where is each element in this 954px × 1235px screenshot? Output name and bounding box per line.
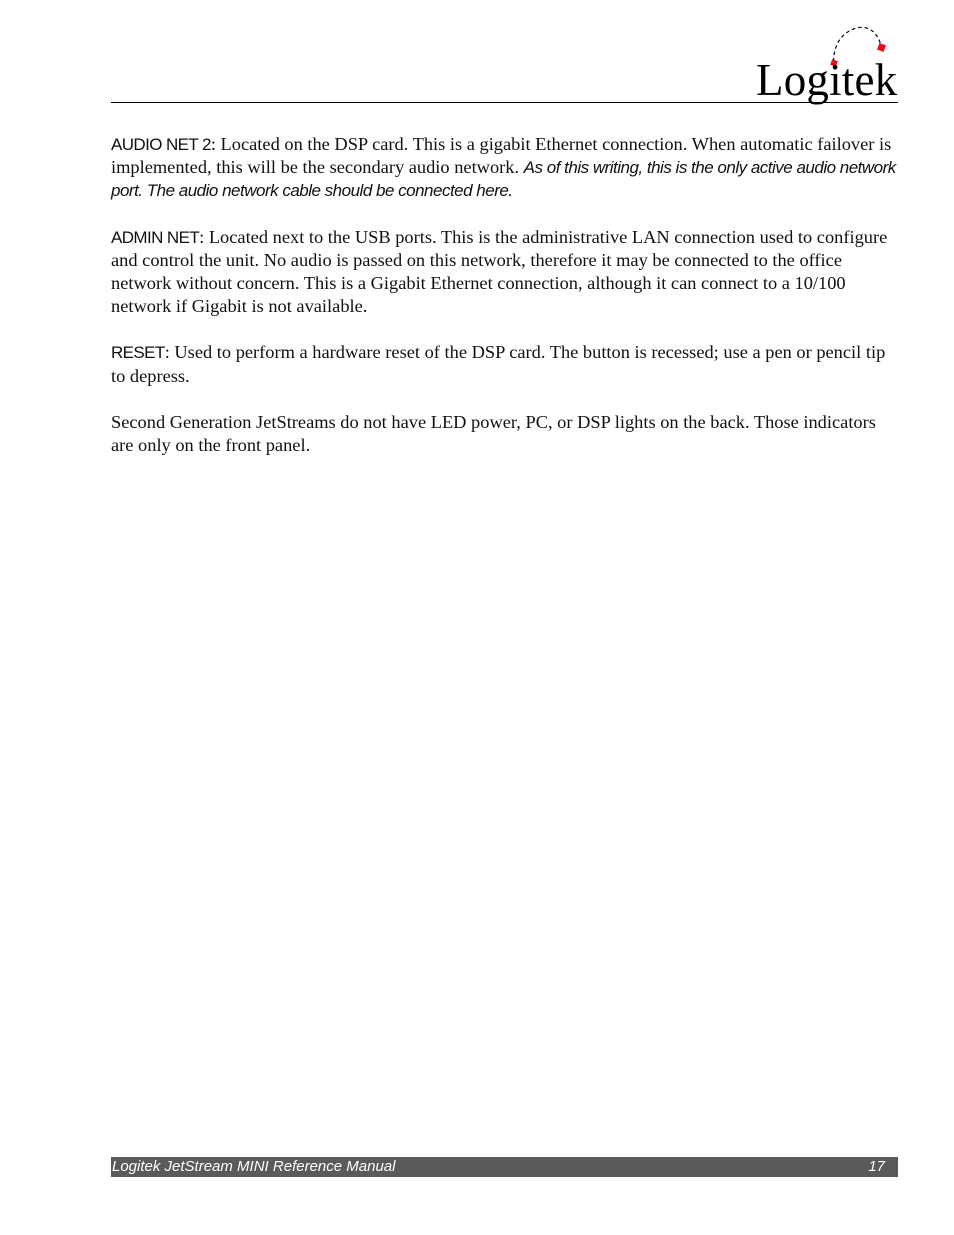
paragraph-text: : Located next to the USB ports. This is the administrative LAN connection used to configure and control the unit. No audio is passed on this network, therefore it may be connected to the office network without concern. This is a Gigabit Ethernet connection, although it can connect to a 10/100 network if Gigabit is not available. xyxy=(111,226,888,317)
paragraph-reset xyxy=(111,341,901,387)
paragraph-audio-net-2 xyxy=(111,133,901,203)
logitek-logo xyxy=(752,22,902,112)
document-body xyxy=(111,133,901,480)
term-admin-net: ADMIN NET xyxy=(111,227,200,247)
term-reset: RESET xyxy=(111,343,165,363)
page-number: 17 xyxy=(868,1158,885,1175)
paragraph-text: : Used to perform a hardware reset of the DSP card. The button is recessed; use a pen or pencil tip to depress. xyxy=(111,342,886,386)
term-audio-net-2: AUDIO NET 2 xyxy=(111,135,211,154)
footer-manual-title: Logitek JetStream MINI Reference Manual xyxy=(112,1158,396,1175)
paragraph-admin-net xyxy=(111,226,901,319)
footer-bar xyxy=(111,1157,898,1177)
paragraph-emphasis: As of this writing, this is the only active audio network port. The audio network cable should be connected here. xyxy=(111,158,896,201)
paragraph-text: : Located on the DSP card. This is a gigabit Ethernet connection. When automatic failover is implemented, this will be the secondary audio network. xyxy=(111,134,892,178)
header-rule xyxy=(111,102,898,103)
paragraph-second-generation xyxy=(111,411,901,457)
paragraph-text: Second Generation JetStreams do not have LED power, PC, or DSP lights on the back. Those indicators are only on the front panel. xyxy=(111,411,876,456)
logo-wordmark: Logitek xyxy=(756,55,898,105)
